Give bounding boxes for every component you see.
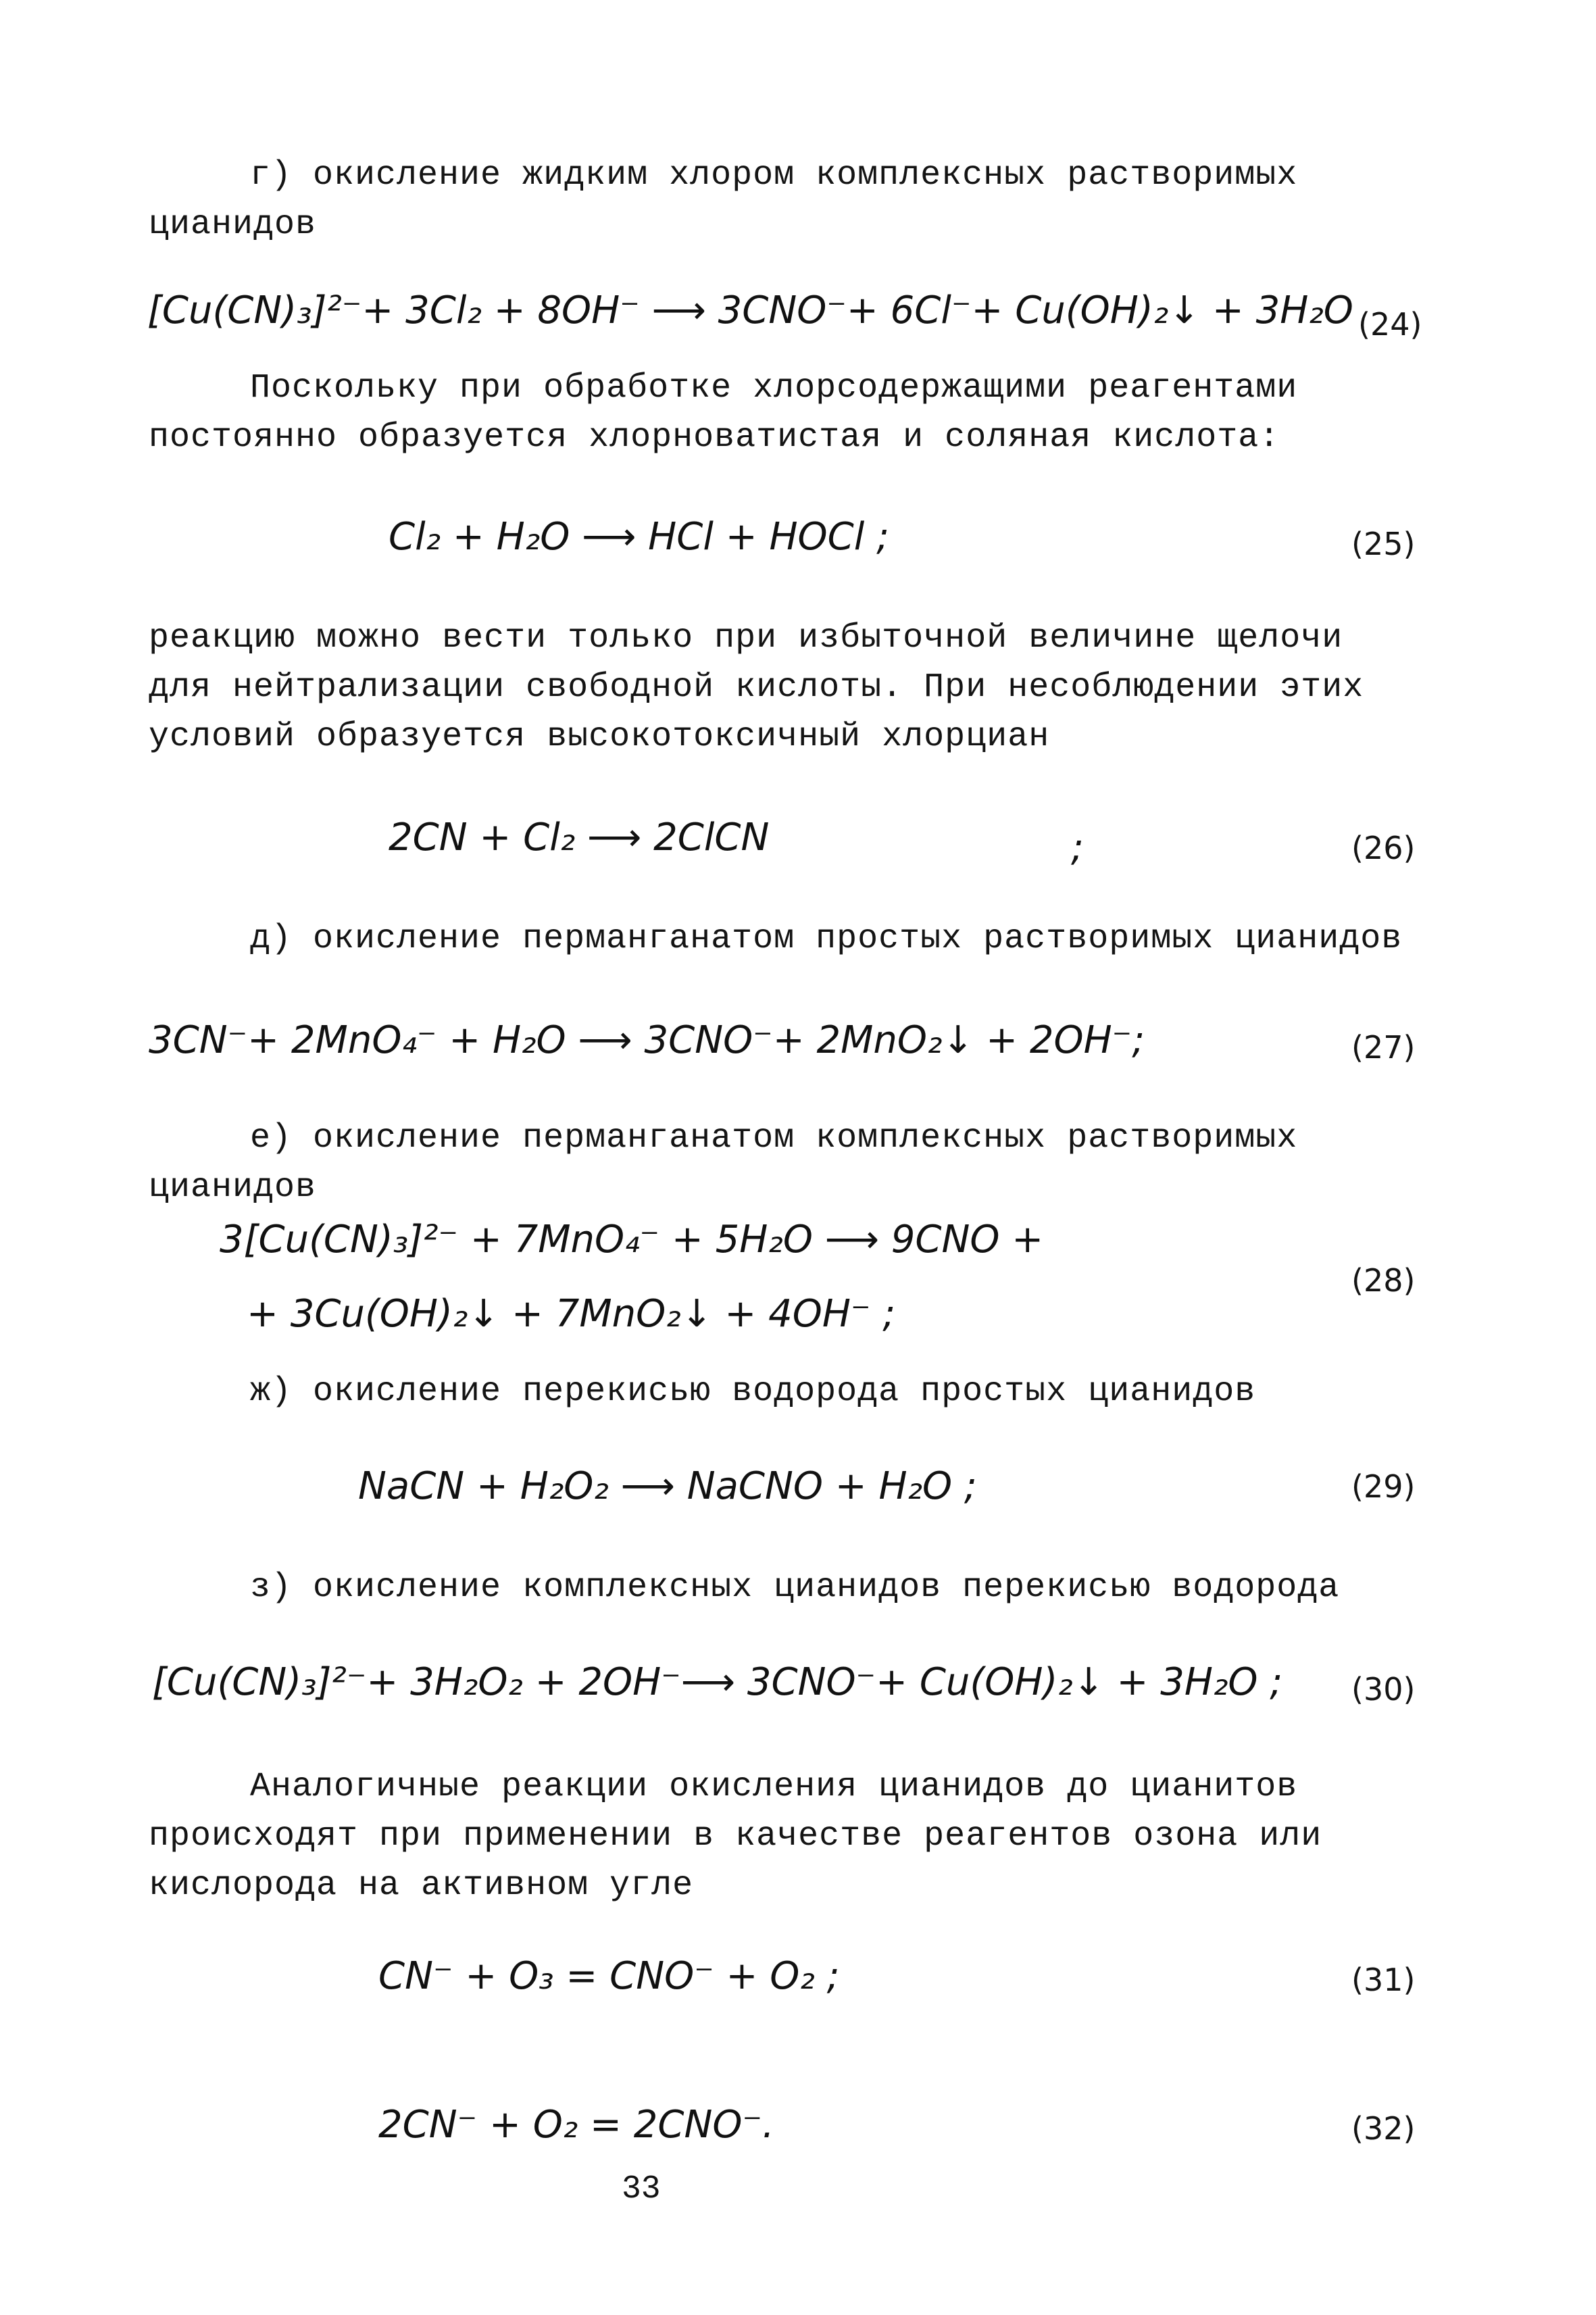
- equation-24: [Cu(CN)₃]²⁻+ 3Cl₂ + 8OH⁻ ⟶ 3CNO⁻+ 6Cl⁻+ Cu(OH)₂↓ + 3H₂O: [147, 289, 1353, 332]
- paragraph-analog-line-1: Аналогичные реакции окисления цианидов до цианитов: [250, 1768, 1298, 1806]
- equation-number-24: (24): [1358, 306, 1422, 343]
- paragraph-d: д) окисление перманганатом простых растворимых цианидов: [250, 920, 1403, 958]
- equation-number-25: (25): [1351, 526, 1416, 562]
- paragraph-g-line-1: г) окисление жидким хлором комплексных растворимых: [250, 156, 1298, 195]
- equation-31: CN⁻ + O₃ = CNO⁻ + O₂ ;: [378, 1954, 840, 1998]
- equation-number-27: (27): [1351, 1029, 1416, 1066]
- paragraph-reaction-line-1: реакцию можно вести только при избыточной величине щелочи: [149, 619, 1343, 657]
- equation-32: 2CN⁻ + O₂ = 2CNO⁻.: [378, 2103, 774, 2147]
- equation-number-32: (32): [1351, 2110, 1416, 2147]
- equation-number-30: (30): [1351, 1671, 1416, 1708]
- equation-number-26: (26): [1351, 830, 1416, 866]
- page-number: 33: [622, 2171, 661, 2208]
- paragraph-reaction-line-3: условий образуется высокотоксичный хлорциан: [149, 718, 1050, 756]
- paragraph-chlorine-line-2: постоянно образуется хлорноватистая и соляная кислота:: [149, 418, 1280, 457]
- paragraph-chlorine-line-1: Поскольку при обработке хлорсодержащими реагентами: [250, 369, 1298, 407]
- equation-number-29: (29): [1351, 1468, 1416, 1505]
- paragraph-e-line-1: е) окисление перманганатом комплексных растворимых: [250, 1119, 1298, 1158]
- paragraph-analog-line-2: происходят при применении в качестве реагентов озона или: [149, 1817, 1322, 1856]
- equation-number-28: (28): [1351, 1262, 1416, 1299]
- equation-27: 3CN⁻+ 2MnO₄⁻ + H₂O ⟶ 3CNO⁻+ 2MnO₂↓ + 2OH⁻;: [149, 1018, 1145, 1062]
- paragraph-zh: ж) окисление перекисью водорода простых цианидов: [250, 1372, 1256, 1411]
- paragraph-z: з) окисление комплексных цианидов перекисью водорода: [250, 1568, 1340, 1607]
- paragraph-g-line-2: цианидов: [149, 205, 317, 244]
- paragraph-analog-line-3: кислорода на активном угле: [149, 1866, 694, 1905]
- equation-number-31: (31): [1351, 1962, 1416, 1998]
- equation-26: 2CN + Cl₂ ⟶ 2ClCN: [389, 816, 770, 860]
- paragraph-e-line-2: цианидов: [149, 1168, 317, 1207]
- equation-28-line-1: 3[Cu(CN)₃]²⁻ + 7MnO₄⁻ + 5H₂O ⟶ 9CNO +: [220, 1218, 1044, 1262]
- paragraph-reaction-line-2: для нейтрализации свободной кислоты. При несоблюдении этих: [149, 668, 1364, 707]
- equation-30: [Cu(CN)₃]²⁻+ 3H₂O₂ + 2OH⁻⟶ 3CNO⁻+ Cu(OH)₂↓ + 3H₂O ;: [152, 1660, 1283, 1704]
- equation-28-line-2: + 3Cu(OH)₂↓ + 7MnO₂↓ + 4OH⁻ ;: [247, 1292, 896, 1336]
- equation-25: Cl₂ + H₂O ⟶ HCl + HOCl ;: [389, 515, 889, 559]
- equation-26-semicolon: ;: [1071, 826, 1084, 870]
- equation-29: NaCN + H₂O₂ ⟶ NaCNO + H₂O ;: [358, 1464, 977, 1508]
